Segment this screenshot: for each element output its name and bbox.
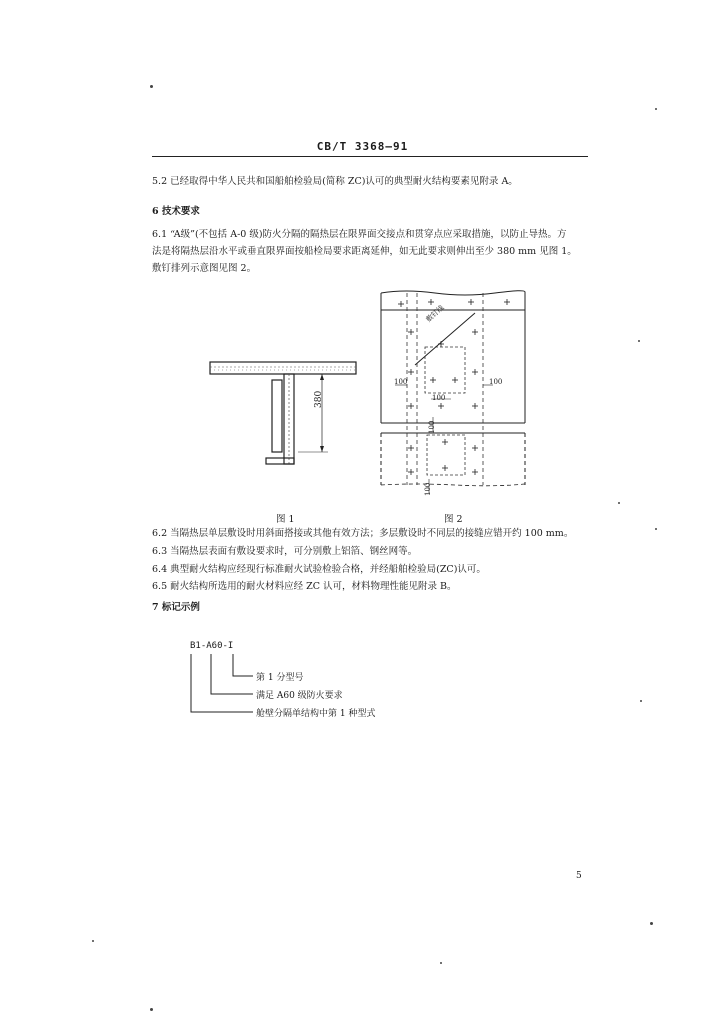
scan-speck — [440, 962, 442, 964]
scan-speck — [150, 1008, 153, 1011]
figure-1-drawing — [200, 340, 370, 480]
para-6-1-line-1: 6.1 “A级”(不包括 A-0 级)防火分隔的隔热层在限界面交接点和贯穿点应采取措施，以防止导热。方 — [152, 229, 567, 240]
figure-2-dim-left: 100 — [394, 378, 408, 386]
scan-speck — [92, 940, 94, 942]
figure-1-dim-label: 380 — [314, 390, 324, 408]
mark-leader-lines — [185, 652, 265, 722]
para-6-1-line-3: 敷钉排列示意图见图 2。 — [152, 263, 257, 274]
figure-2-dim-right: 100 — [489, 378, 503, 386]
section-6-heading: 6 技术要求 — [152, 206, 200, 217]
para-6-5: 6.5 耐火结构所选用的耐火材料应经 ZC 认可，材料物理性能见附录 B。 — [152, 581, 457, 592]
mark-label-2: 满足 A60 级防火要求 — [256, 691, 343, 701]
scan-speck — [638, 340, 640, 342]
section-5-2: 5.2 已经取得中华人民共和国船舶检验局(简称 ZC)认可的典型耐火结构要素见附录 A。 — [152, 176, 518, 187]
mark-label-1: 第 1 分型号 — [256, 673, 304, 683]
figure-2-dim-mid: 100 — [432, 394, 446, 402]
figure-2-drawing — [375, 285, 530, 500]
figure-2-diag-label: 敷钉线 — [424, 303, 446, 324]
mark-code: B1-A60-I — [190, 641, 234, 651]
page-header: CB/T 3368—91 — [316, 140, 409, 153]
mark-label-3: 舱壁分隔单结构中第 1 种型式 — [256, 709, 376, 719]
para-6-1-line-2: 法是将隔热层沿水平或垂直限界面按船检局要求距离延伸，如无此要求则伸出至少 380 mm 见图 1。 — [152, 246, 577, 257]
scan-speck — [655, 528, 657, 530]
page-number: 5 — [576, 871, 582, 881]
para-6-3: 6.3 当隔热层表面有敷设要求时，可分别敷上铝箔、钢丝网等。 — [152, 546, 418, 557]
scan-speck — [640, 700, 642, 702]
scan-speck — [650, 922, 653, 925]
scan-speck — [655, 108, 657, 110]
scan-speck — [150, 85, 153, 88]
scan-speck — [618, 502, 620, 504]
section-7-heading: 7 标记示例 — [152, 602, 200, 613]
para-6-2: 6.2 当隔热层单层敷设时用斜面搭接或其他有效方法；多层敷设时不同层的接缝应错开约 100 mm。 — [152, 528, 574, 539]
figure-2-caption: 图 2 — [444, 514, 463, 525]
figure-2-dim-bottom: 100 — [424, 482, 432, 496]
figure-1-caption: 图 1 — [276, 514, 295, 525]
para-6-4: 6.4 典型耐火结构应经现行标准耐火试验检验合格，并经船舶检验局(ZC)认可。 — [152, 564, 486, 575]
figure-2-dim-center: 100 — [428, 420, 436, 434]
header-rule — [152, 156, 588, 157]
